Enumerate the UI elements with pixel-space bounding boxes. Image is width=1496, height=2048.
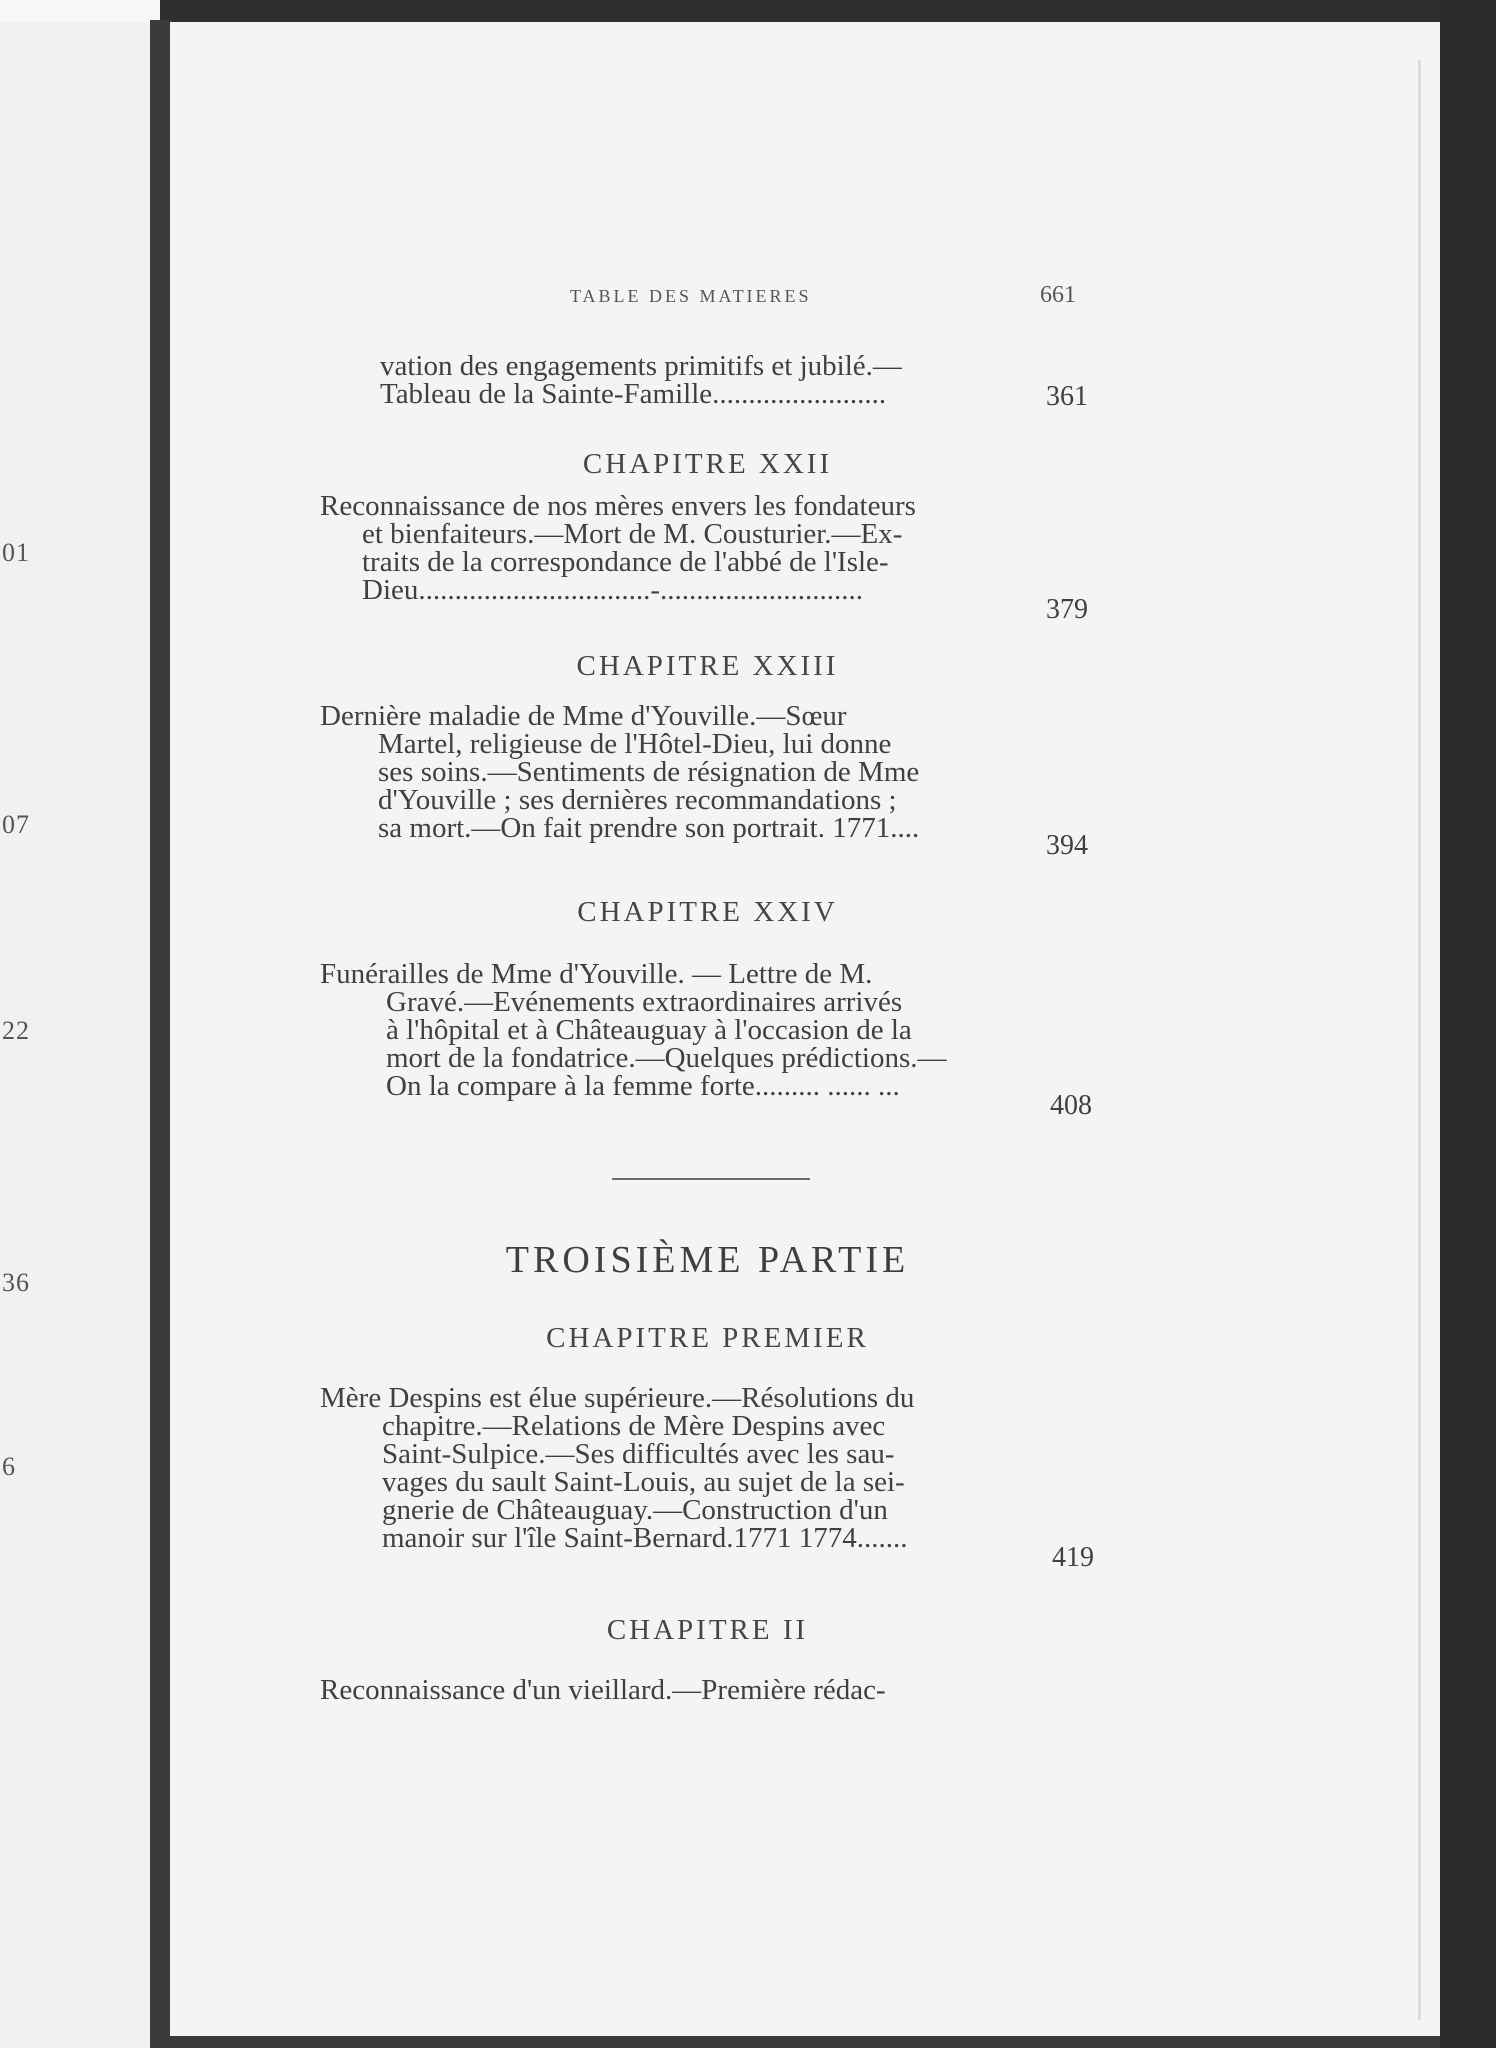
book-gutter: [150, 20, 172, 2048]
page-shadow: [1440, 0, 1496, 2048]
entry-page-number: 361: [1046, 381, 1088, 412]
left-page-number: 07: [2, 810, 30, 839]
entry-line: Tableau de la Sainte-Famille........................: [380, 378, 887, 410]
entry-line: et bienfaiteurs.—Mort de M. Cousturier.—Ex-: [362, 518, 903, 550]
chapter-heading: CHAPITRE XXIV: [577, 896, 838, 928]
entry-line: vages du sault Saint-Louis, au sujet de la sei-: [382, 1466, 905, 1498]
entry-line: manoir sur l'île Saint-Bernard.1771 1774.......: [382, 1522, 908, 1554]
entry-page-number: 419: [1052, 1542, 1094, 1573]
entry-page-number: 379: [1046, 594, 1088, 625]
entry-page-number: 408: [1050, 1090, 1092, 1121]
entry-line: traits de la correspondance de l'abbé de l'Isle-: [362, 546, 889, 578]
entry-line: Saint-Sulpice.—Ses difficultés avec les sau-: [382, 1438, 895, 1470]
entry-line: mort de la fondatrice.—Quelques prédictions.—: [386, 1042, 947, 1074]
page-edge: [1418, 60, 1421, 2020]
toc-entry: [320, 352, 1095, 408]
chapter-heading: CHAPITRE PREMIER: [546, 1322, 869, 1354]
entry-line: Mère Despins est élue supérieure.—Résolutions du: [320, 1382, 915, 1414]
entry-line: gnerie de Châteauguay.—Construction d'un: [382, 1494, 888, 1526]
chapter-heading: CHAPITRE II: [606, 1614, 809, 1646]
part-heading: TROISIÈME PARTIE: [505, 1239, 910, 1281]
left-page-number: 01: [2, 538, 30, 567]
entry-line: sa mort.—On fait prendre son portrait. 1771....: [378, 812, 920, 844]
chapter-heading: CHAPITRE XXII: [582, 448, 833, 480]
entry-line: Dernière maladie de Mme d'Youville.—Sœur: [320, 700, 847, 732]
section-divider: [612, 1178, 810, 1180]
entry-line: On la compare à la femme forte......... ...... ...: [386, 1070, 900, 1102]
chapter-heading: CHAPITRE XXIII: [576, 650, 839, 682]
toc-entry: [320, 492, 1095, 604]
entry-line: chapitre.—Relations de Mère Despins avec: [382, 1410, 886, 1442]
entry-page-number: 394: [1046, 830, 1088, 861]
entry-line: vation des engagements primitifs et jubilé.—: [380, 350, 902, 382]
left-page-number: 22: [2, 1016, 30, 1045]
entry-line: Reconnaissance de nos mères envers les fondateurs: [320, 490, 916, 522]
entry-line: Martel, religieuse de l'Hôtel-Dieu, lui donne: [378, 728, 892, 760]
toc-entry: [320, 1676, 1095, 1704]
toc-entry: [320, 1384, 1095, 1552]
left-page: [0, 0, 150, 2048]
left-page-number: 6: [2, 1452, 16, 1481]
header-page-number: 661: [1040, 282, 1076, 308]
entry-line: à l'hôpital et à Châteauguay à l'occasion de la: [386, 1014, 912, 1046]
entry-line: Gravé.—Evénements extraordinaires arrivés: [386, 986, 903, 1018]
toc-entry: [320, 960, 1095, 1100]
toc-entry: [320, 702, 1095, 842]
entry-line: Funérailles de Mme d'Youville. — Lettre de M.: [320, 958, 873, 990]
left-page-top-strip: [0, 0, 160, 22]
entry-line: ses soins.—Sentiments de résignation de Mme: [378, 756, 920, 788]
entry-line: Reconnaissance d'un vieillard.—Première rédac-: [320, 1674, 886, 1706]
left-page-number: 36: [2, 1268, 30, 1297]
bottom-band: [170, 2036, 1440, 2048]
entry-line: d'Youville ; ses dernières recommandations ;: [378, 784, 897, 816]
running-header: TABLE DES MATIERES: [570, 286, 812, 306]
entry-line: Dieu................................-............................: [362, 574, 864, 606]
